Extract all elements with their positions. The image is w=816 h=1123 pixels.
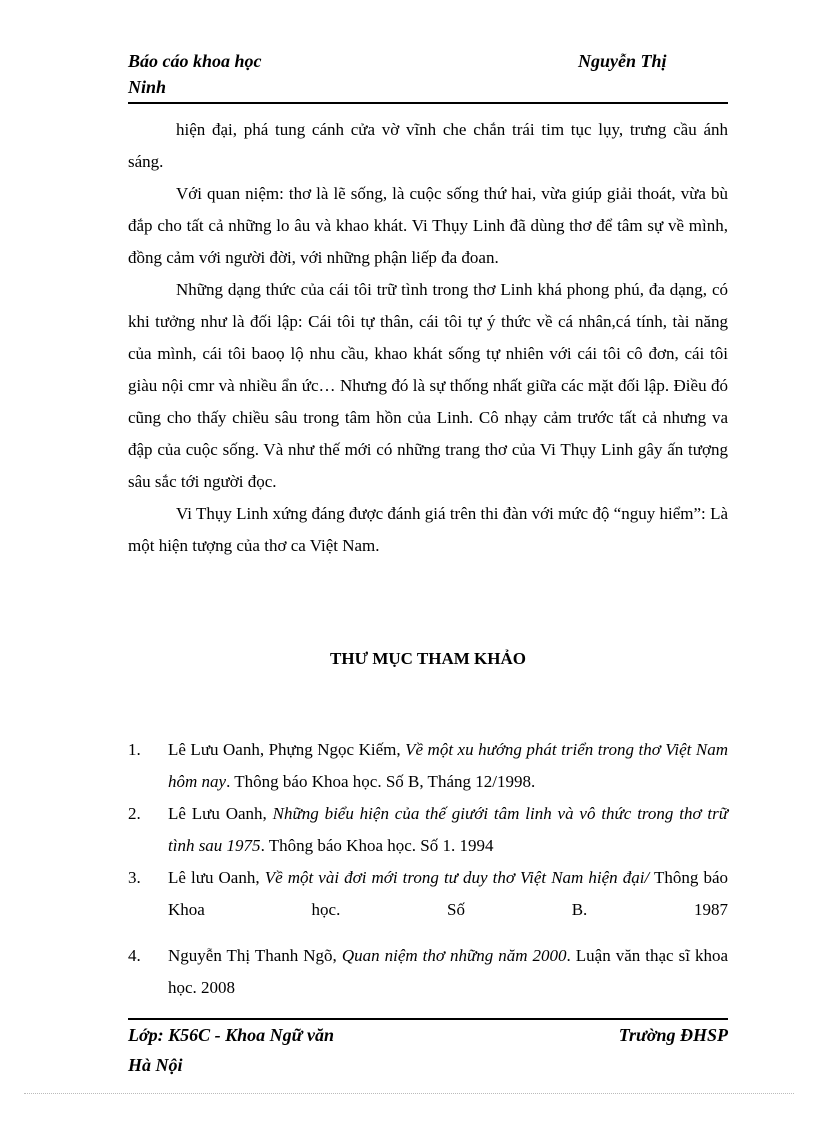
reference-details: Thông báo Khoa học. Số B. 1987 [168, 868, 728, 919]
footer-left [128, 1020, 428, 1080]
reference-number: 4. [128, 946, 141, 965]
footer-school: Trường ĐHSP [618, 1025, 728, 1045]
reference-author: Lê Lưu Oanh, [168, 804, 273, 823]
references-title: THƯ MỤC THAM KHẢO [330, 649, 526, 668]
reference-title: Những biểu hiện của thế giưới tâm linh và vô thức trong thơ trữ tình sau 1975 [168, 804, 728, 855]
paragraph: Với quan niệm: thơ là lẽ sống, là cuộc sống thứ hai, vừa giúp giải thoát, vừa bù đắp cho tất cả những lo âu và khao khát. Vi Thụy Linh đã dùng thơ để tâm sự về mình, đồng cảm với người đời, với những phận liếp đa đoan. [128, 184, 728, 267]
header-author-name: Nguyễn Thị [578, 51, 667, 71]
reference-title: Về một vài đơi mới trong tư duy thơ Việt Nam hiện đại/ [264, 868, 650, 887]
reference-number: 3. [128, 868, 141, 887]
reference-details: . Thông báo Khoa học. Số 1. 1994 [260, 836, 494, 855]
reference-author: Lê Lưu Oanh, Phựng Ngọc Kiếm, [168, 740, 406, 759]
paragraph: hiện đại, phá tung cánh cửa vờ vĩnh che chắn trái tim tục lụy, trưng cầu ánh sáng. [128, 120, 728, 171]
reference-item [128, 734, 728, 798]
reference-title: Quan niệm thơ những năm 2000 [341, 946, 567, 965]
references-list [128, 734, 728, 1004]
footer-city: Hà Nội [128, 1055, 183, 1075]
reference-item [128, 862, 728, 926]
paragraph: Vi Thụy Linh xứng đáng được đánh giá trên thi đàn với mức độ “nguy hiểm”: Là một hiện tượng của thơ ca Việt Nam. [128, 504, 728, 555]
header-left [128, 48, 328, 100]
header-report-title: Báo cáo khoa học [128, 51, 262, 71]
reference-number: 2. [128, 804, 141, 823]
reference-author: Lê lưu Oanh, [168, 868, 265, 887]
reference-details: . Thông báo Khoa học. Số B, Tháng 12/1998. [226, 772, 536, 791]
page-bottom-dotted-line [24, 1093, 794, 1094]
reference-details: . Luận văn thạc sĩ khoa học. 2008 [168, 946, 728, 997]
reference-author: Nguyễn Thị Thanh Ngõ, [168, 946, 342, 965]
paragraph: Những dạng thức của cái tôi trữ tình trong thơ Linh khá phong phú, đa dạng, có khi tưởng như là đối lập: Cái tôi tự thân, cái tôi tự ý thức về cá nhân,cá tính, tài năng của mình, cái tôi baoọ lộ nhu cầu, khao khát sống tự nhiên với cái tôi cô đơn, cái tôi giàu nội cmr và nhiều ẩn ức… Nhưng đó là sự thống nhất giữa các mặt đối lập. Điều đó cũng cho thấy chiều sâu trong tâm hồn của Linh. Cô nhạy cảm trước tất cả nhưng va đập của cuộc sống. Và như thế mới có những trang thơ của Vi Thụy Linh gây ấn tượng sâu sắc tới người đọc. [128, 280, 728, 491]
body-text [128, 114, 728, 562]
footer-class-info: Lớp: K56C - Khoa Ngữ văn [128, 1025, 334, 1045]
header-author-name-end: Ninh [128, 77, 167, 97]
reference-title: Về một xu hướng phát triển trong thơ Việt Nam hôm nay [168, 740, 728, 791]
reference-number: 1. [128, 740, 141, 759]
header-rule [128, 102, 728, 104]
reference-item [128, 940, 728, 1004]
reference-item [128, 798, 728, 862]
